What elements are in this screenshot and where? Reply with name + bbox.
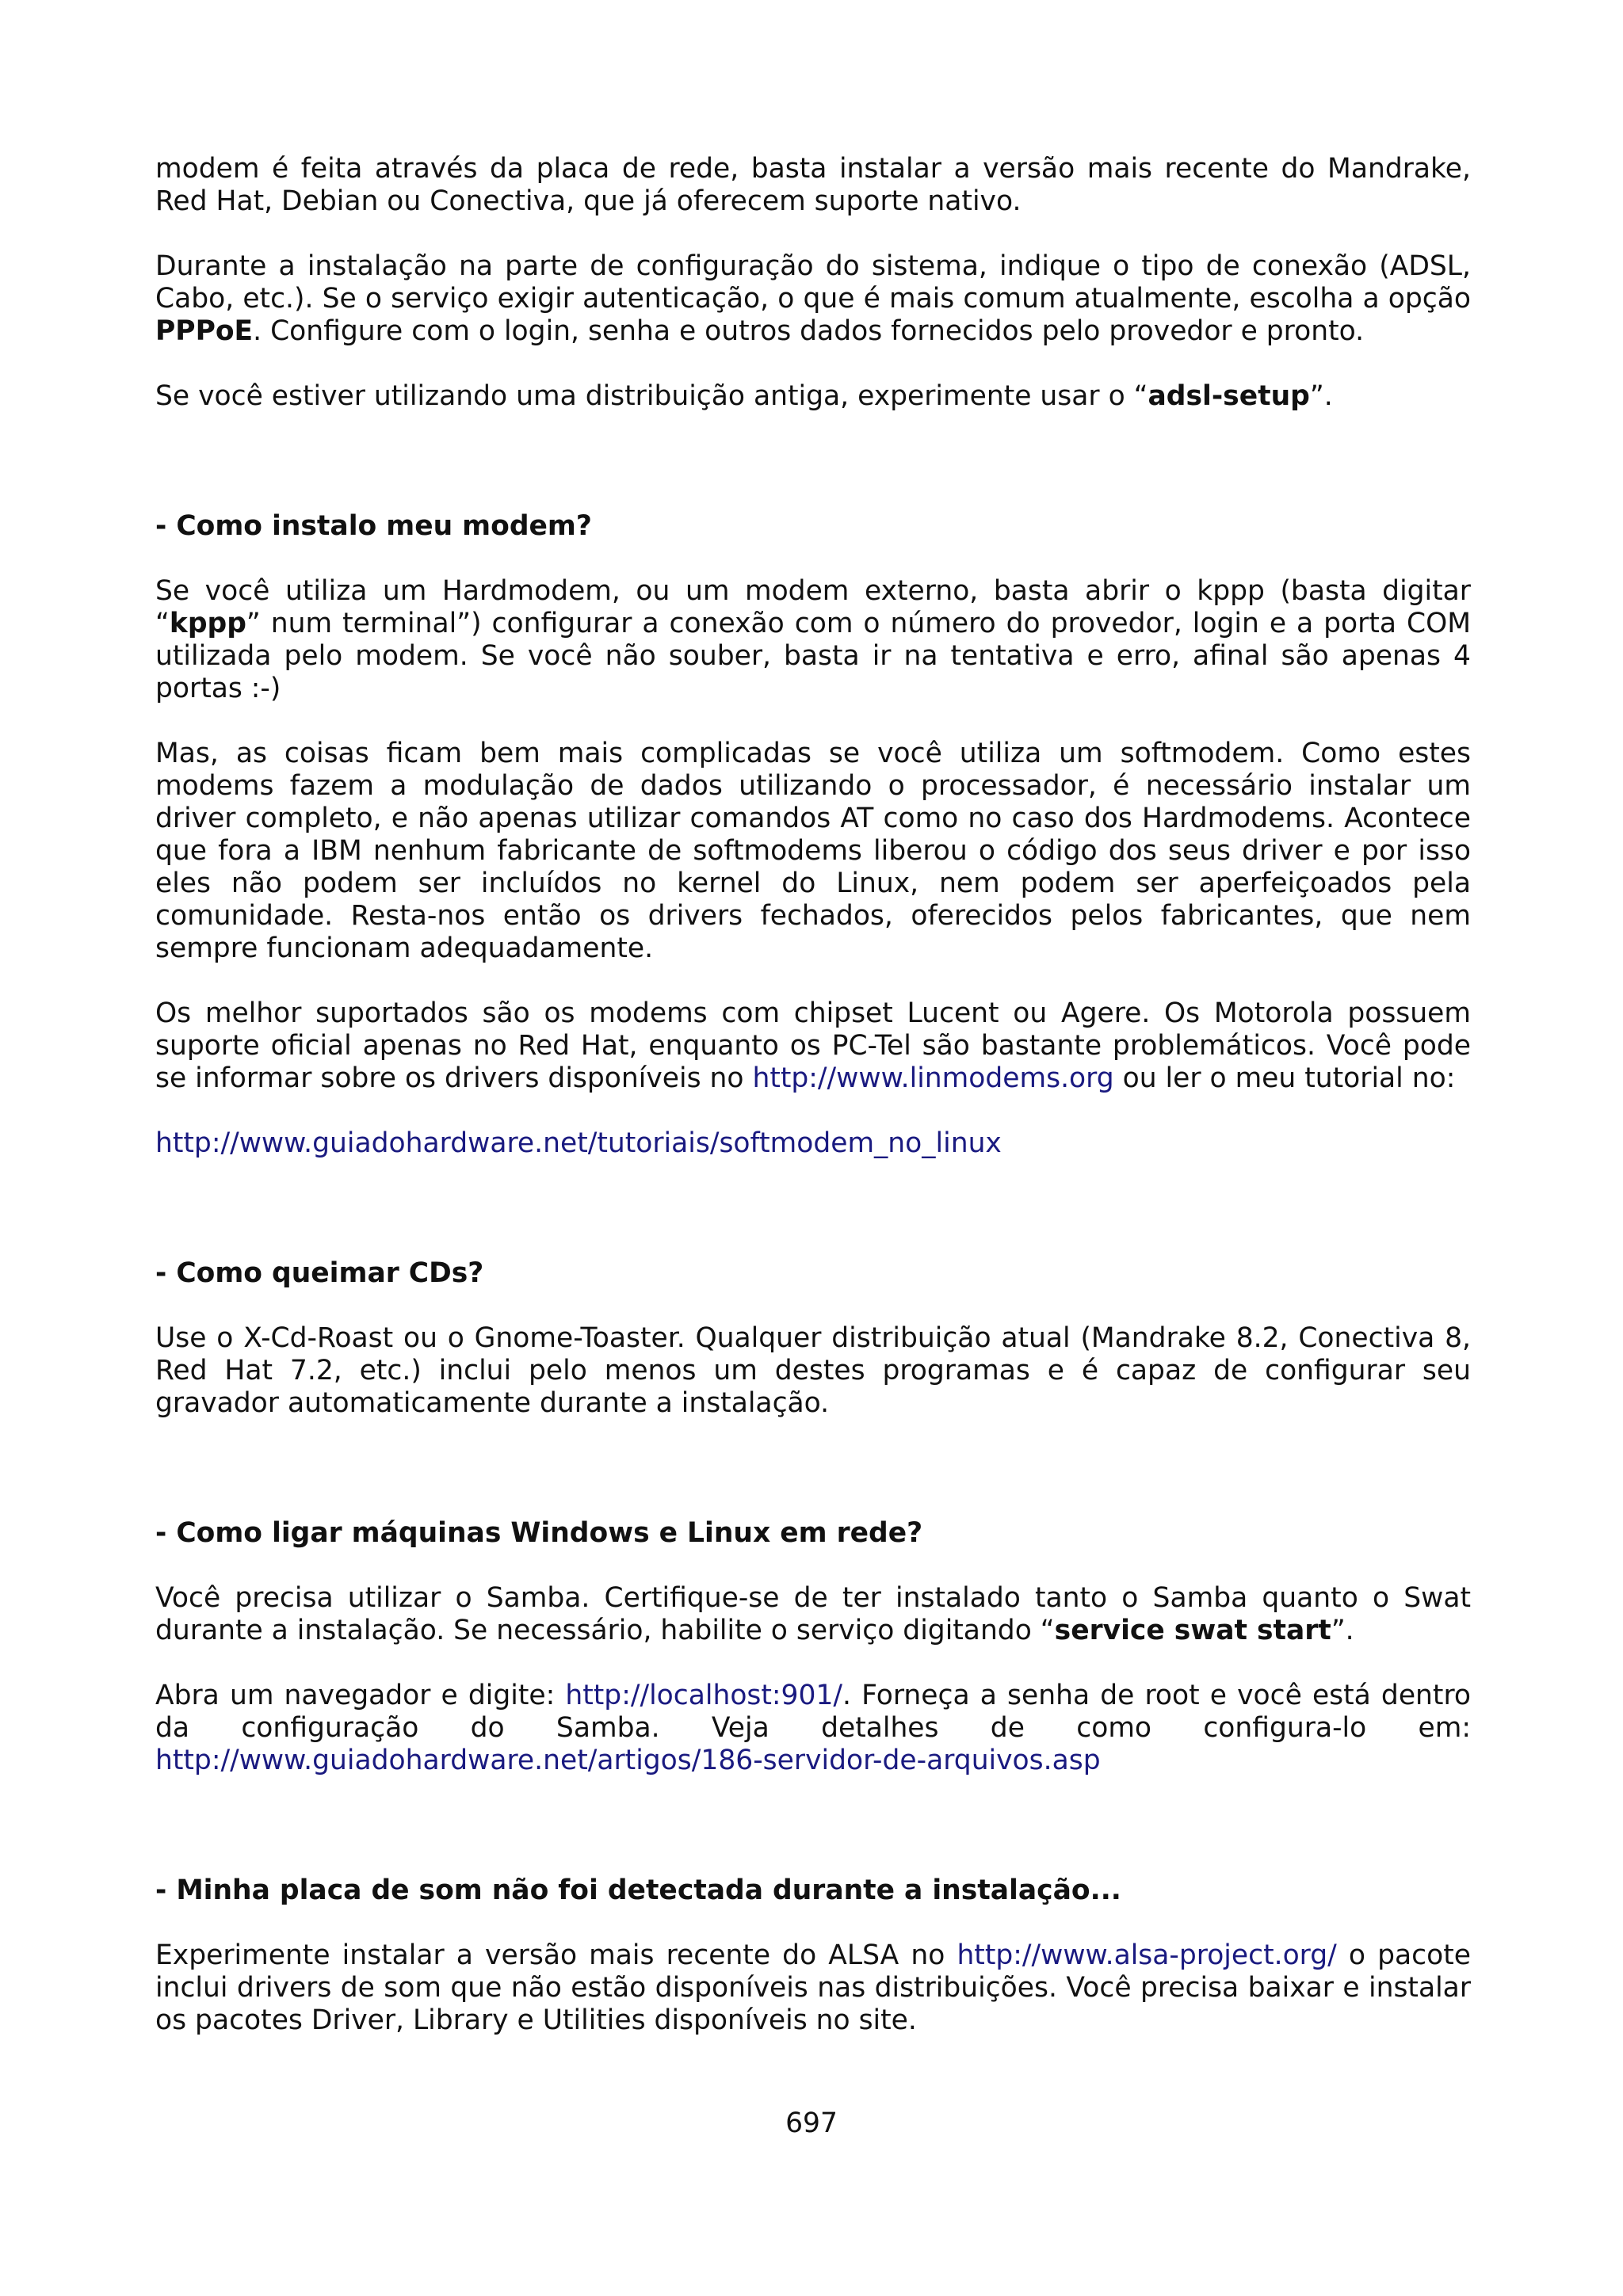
pppoe-bold: PPPoE — [155, 315, 254, 347]
paragraph-hardmodem: Se você utiliza um Hardmodem, ou um modem externo, basta abrir o kppp (basta digitar “kppp” num terminal”) configurar a conexão com o número do provedor, login e a porta COM utilizada pelo modem. Se você não souber, basta ir na tentativa e erro, afinal são apenas 4 portas :-) — [155, 575, 1471, 704]
link-servidor-arquivos[interactable]: http://www.guiadohardware.net/artigos/186-servidor-de-arquivos.asp — [155, 1745, 1101, 1776]
service-swat-bold: service swat start — [1054, 1615, 1331, 1646]
link-linmodems[interactable]: http://www.linmodems.org — [752, 1062, 1114, 1094]
paragraph-adsl-setup: Se você estiver utilizando uma distribuição antiga, experimente usar o “adsl-setup”. — [155, 380, 1333, 412]
paragraph-samba: Você precisa utilizar o Samba. Certifique-se de ter instalado tanto o Samba quanto o Swat durante a instalação. Se necessário, habilite o serviço digitando “service swat start”. — [155, 1582, 1471, 1646]
link-softmodem-tutorial[interactable]: http://www.guiadohardware.net/tutoriais/softmodem_no_linux — [155, 1127, 1002, 1159]
paragraph-modem-rede: modem é feita através da placa de rede, basta instalar a versão mais recente do Mandrake, Red Hat, Debian ou Conectiva, que já oferecem suporte nativo. — [155, 153, 1471, 217]
document-page — [155, 153, 1471, 2037]
heading-placa-de-som: - Minha placa de som não foi detectada durante a instalação... — [155, 1875, 1121, 1906]
paragraph-alsa: Experimente instalar a versão mais recente do ALSA no http://www.alsa-project.org/ o pacote inclui drivers de som que não estão disponíveis nas distribuições. Você precisa baixar e instalar os pacotes Driver, Library e Utilities disponíveis no site. — [155, 1939, 1471, 2036]
link-localhost-swat[interactable]: http://localhost:901/ — [565, 1680, 843, 1711]
adsl-setup-bold: adsl-setup — [1148, 380, 1310, 412]
link-alsa-project[interactable]: http://www.alsa-project.org/ — [957, 1939, 1337, 1971]
paragraph-swat-browser: Abra um navegador e digite: http://localhost:901/. Forneça a senha de root e você está dentro da configuração do Samba. Veja detalhes de como configura-lo em: http://www.guiadohardware.net/artigos/186-servidor-de-arquivos.asp — [155, 1680, 1471, 1776]
paragraph-softmodem-link — [155, 1127, 1471, 1160]
paragraph-softmodem: Mas, as coisas ficam bem mais complicadas se você utiliza um softmodem. Como estes modems fazem a modulação de dados utilizando o processador, é necessário instalar um driver completo, e não apenas utilizar comandos AT como no caso dos Hardmodems. Acontece que fora a IBM nenhum fabricante de softmodems liberou o código dos seus driver e por isso eles não podem ser incluídos no kernel do Linux, nem podem ser aperfeiçoados pela comunidade. Resta-nos então os drivers fechados, oferecidos pelos fabricantes, que nem sempre funcionam adequadamente. — [155, 738, 1471, 964]
heading-instalar-modem: - Como instalo meu modem? — [155, 510, 592, 542]
kppp-bold: kppp — [169, 608, 246, 639]
paragraph-pppoe: Durante a instalação na parte de configuração do sistema, indique o tipo de conexão (ADSL, Cabo, etc.). Se o serviço exigir autenticação, o que é mais comum atualmente, escolha a opção PPPoE. Configure com o login, senha e outros dados fornecidos pelo provedor e pronto. — [155, 250, 1471, 347]
heading-rede-windows-linux: - Como ligar máquinas Windows e Linux em rede? — [155, 1517, 923, 1549]
heading-queimar-cds: - Como queimar CDs? — [155, 1257, 484, 1289]
page-number: 697 — [785, 2107, 838, 2139]
paragraph-cd-roast: Use o X-Cd-Roast ou o Gnome-Toaster. Qualquer distribuição atual (Mandrake 8.2, Conectiva 8, Red Hat 7.2, etc.) inclui pelo menos um destes programas e é capaz de configurar seu gravador automaticamente durante a instalação. — [155, 1322, 1471, 1419]
paragraph-chipsets: Os melhor suportados são os modems com chipset Lucent ou Agere. Os Motorola possuem suporte oficial apenas no Red Hat, enquanto os PC-Tel são bastante problemáticos. Você pode se informar sobre os drivers disponíveis no http://www.linmodems.org ou ler o meu tutorial no: — [155, 997, 1471, 1094]
